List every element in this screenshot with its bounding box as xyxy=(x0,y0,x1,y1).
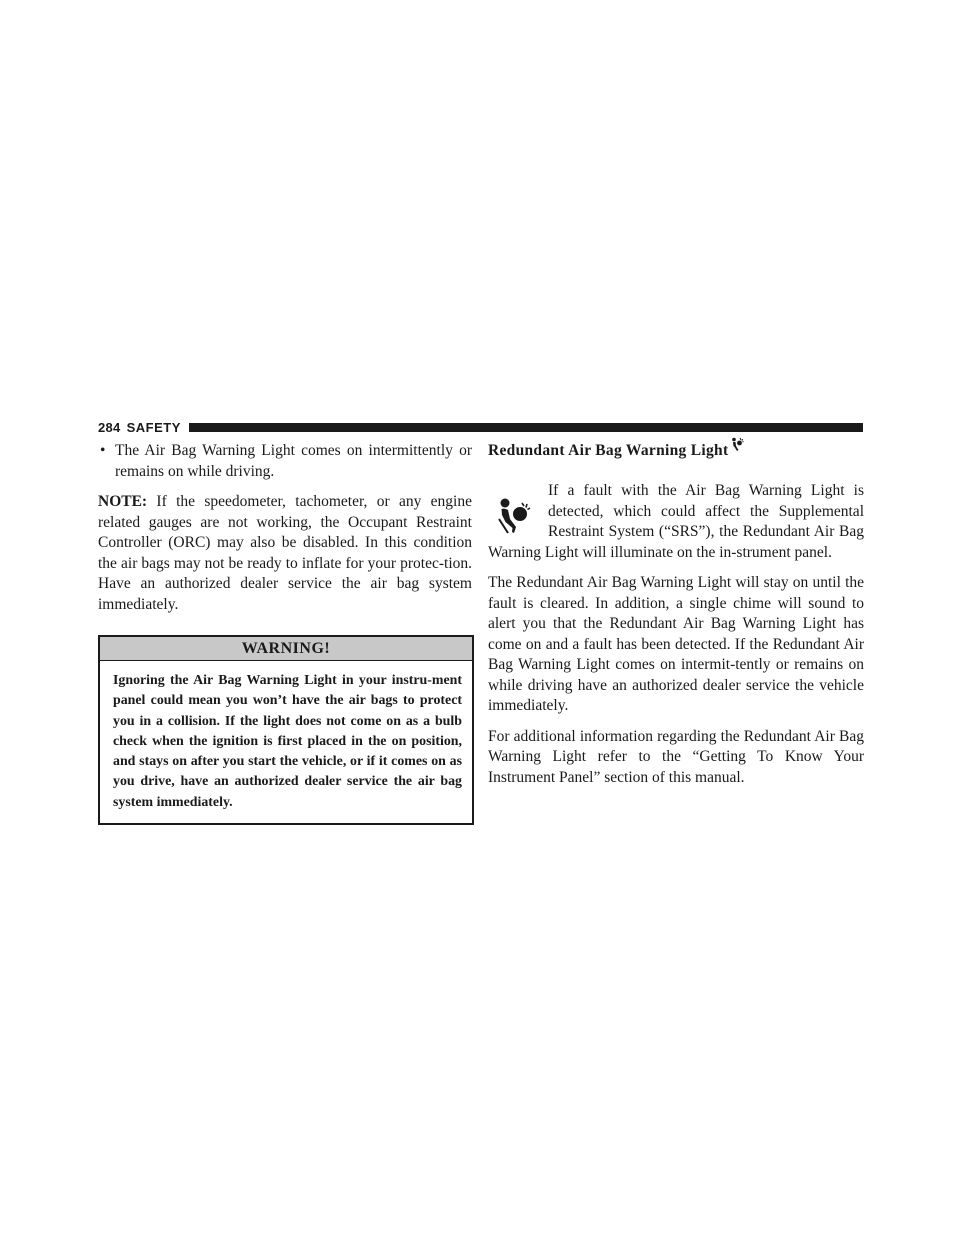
section-heading-text: Redundant Air Bag Warning Light xyxy=(488,442,729,459)
srs-text: If a fault with the Air Bag Warning Light is detected, which could affect the Supplemental Restraint System (“SRS”), the Redundant Air Bag Warning Light will illuminate on the in-strument panel. xyxy=(488,482,864,561)
warning-box xyxy=(98,635,474,825)
left-column xyxy=(98,441,472,825)
warning-title: WARNING! xyxy=(100,637,472,661)
note-label: NOTE: xyxy=(98,493,148,510)
bullet-dot: • xyxy=(100,442,106,459)
bullet-item xyxy=(98,441,472,482)
page-number: 284 xyxy=(98,419,121,435)
right-column xyxy=(488,441,864,788)
note-text: If the speedometer, tachometer, or any engine related gauges are not working, the Occupant Restraint Controller (ORC) may also be disabled. In this condition the air bags may not be ready to inflate for your protec-tion. Have an authorized dealer service the air bag system immediately. xyxy=(98,493,472,613)
warning-text: Ignoring the Air Bag Warning Light in your instru-ment panel could mean you won’t have the air bags to protect you in a collision. If the light does not come on as a bulb check when the ignition is first placed in the on position, and stays on after you start the vehicle, or if it comes on as you drive, have an authorized dealer service the air bag system immediately. xyxy=(113,673,462,810)
section-heading xyxy=(488,441,864,461)
note-paragraph xyxy=(98,492,472,615)
reference-paragraph: For additional information regarding the Redundant Air Bag Warning Light refer to the “Getting To Know Your Instrument Panel” section of this manual. xyxy=(488,727,864,786)
airbag-warning-icon xyxy=(731,437,744,452)
chime-paragraph: The Redundant Air Bag Warning Light will stay on until the fault is cleared. In addition, a single chime will sound to alert you that the Redundant Air Bag Warning Light has come on and a fault has been detected. If the Redundant Air Bag Warning Light comes on intermit-tently or remains on while driving have an authorized dealer service the vehicle immediately. xyxy=(488,574,864,714)
section-title: SAFETY xyxy=(126,419,181,435)
header-rule xyxy=(189,423,863,432)
bullet-text: The Air Bag Warning Light comes on intermittently or remains on while driving. xyxy=(115,442,472,480)
page-header xyxy=(98,419,863,435)
srs-paragraph xyxy=(488,481,864,563)
airbag-warning-icon xyxy=(496,497,534,537)
